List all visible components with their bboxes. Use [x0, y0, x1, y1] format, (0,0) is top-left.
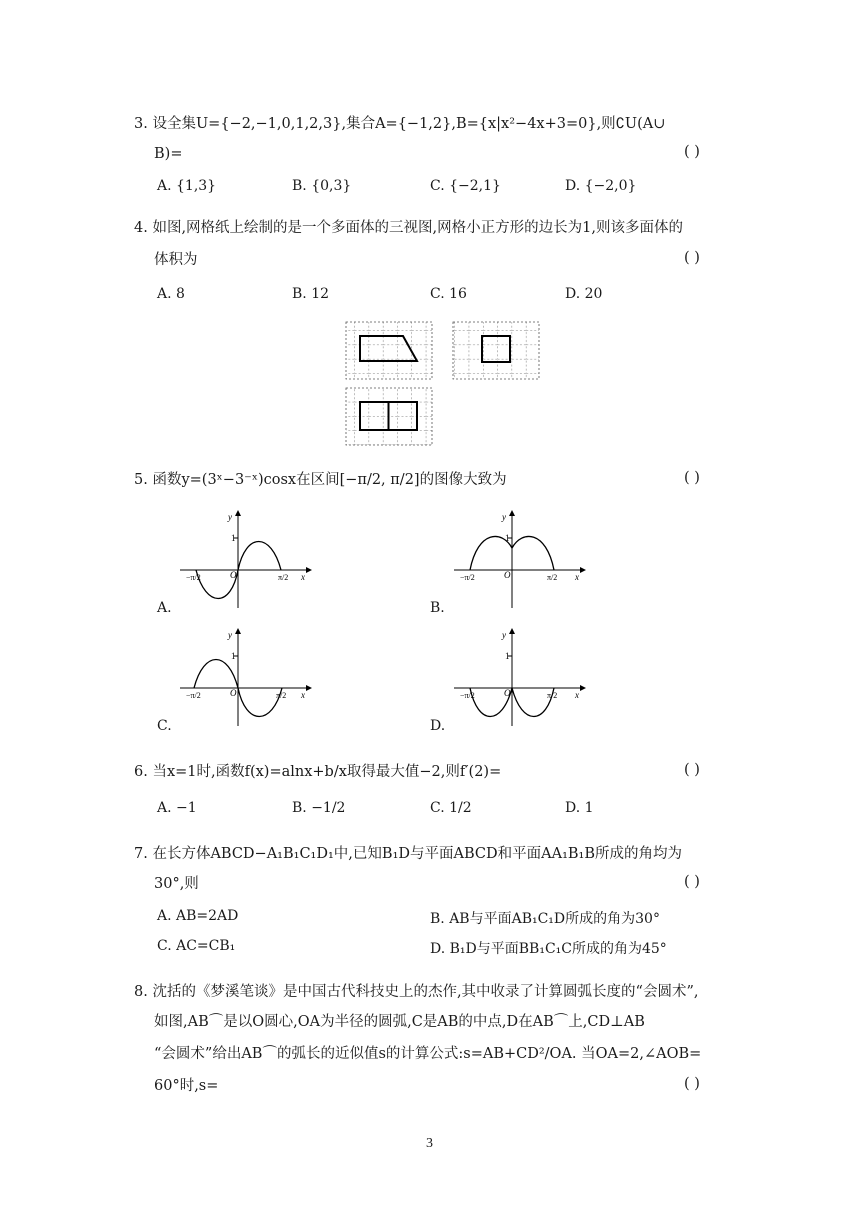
graph-c-label: C.: [157, 718, 172, 734]
q6-answer-paren: ( ): [684, 762, 700, 778]
graph-d-tick-left: −π/2: [460, 691, 475, 700]
q8-line2: 如图,AB⌒是以O圆心,OA为半径的圆弧,C是AB的中点,D在AB⌒上,CD⊥AB: [154, 1014, 645, 1030]
q4-option-b: B. 12: [292, 286, 330, 302]
page-number: 3: [426, 1136, 433, 1151]
q7-line1: 7. 在长方体ABCD−A₁B₁C₁D₁中,已知B₁D与平面ABCD和平面AA₁B₁B所成的角均为: [134, 846, 683, 862]
q7-option-a: A. AB=2AD: [157, 908, 239, 924]
q8-answer-paren: ( ): [684, 1076, 700, 1092]
graph-d-tick-right: π/2: [547, 691, 558, 700]
q3-answer-paren: ( ): [684, 144, 700, 160]
graph-d-label: D.: [430, 718, 446, 734]
q6-option-a: A. −1: [157, 800, 197, 816]
q7-option-d: D. B₁D与平面BB₁C₁C所成的角为45°: [430, 941, 667, 957]
q3-option-c: C. {−2,1}: [430, 178, 501, 194]
front-view: [346, 322, 432, 379]
three-view-figure: [340, 316, 545, 446]
graph-c-tick-right: π/2: [276, 691, 287, 700]
q7-line2: 30°,则: [154, 876, 199, 892]
q5-line1: 5. 函数y=(3ˣ−3⁻ˣ)cosx在区间[−π/2, π/2]的图像大致为: [134, 472, 507, 488]
graph-d: [450, 626, 590, 730]
graph-d-tick-one: 1: [505, 651, 510, 661]
q7-option-c: C. AC=CB₁: [157, 938, 236, 954]
graph-c-tick-left: −π/2: [186, 691, 201, 700]
graph-c: [176, 626, 316, 730]
q3-option-b: B. {0,3}: [292, 178, 352, 194]
q4-option-a: A. 8: [157, 286, 185, 302]
q4-option-c: C. 16: [430, 286, 467, 302]
graph-a-tick-right: π/2: [278, 573, 289, 582]
graph-b-origin: O: [504, 570, 511, 580]
graph-b-tick-left: −π/2: [460, 573, 475, 582]
graph-b-y-label: y: [502, 512, 506, 522]
q7-answer-paren: ( ): [684, 874, 700, 890]
q6-line1: 6. 当x=1时,函数f(x)=alnx+b/x取得最大值−2,则f′(2)=: [134, 764, 502, 780]
q3-option-d: D. {−2,0}: [565, 178, 637, 194]
q6-option-b: B. −1/2: [292, 800, 346, 816]
graph-a: [176, 508, 316, 612]
q4-answer-paren: ( ): [684, 250, 700, 266]
graph-a-tick-one: 1: [231, 533, 236, 543]
q6-option-c: C. 1/2: [430, 800, 472, 816]
graph-b-x-label: x: [575, 572, 579, 582]
q6-option-d: D. 1: [565, 800, 594, 816]
graph-d-y-label: y: [502, 630, 506, 640]
q5-answer-paren: ( ): [684, 470, 700, 486]
graph-c-tick-one: 1: [231, 651, 236, 661]
q8-line1: 8. 沈括的《梦溪笔谈》是中国古代科技史上的杰作,其中收录了计算圆弧长度的“会圆术”,: [134, 984, 699, 1000]
q8-line4: 60°时,s=: [154, 1078, 219, 1094]
graph-c-origin: O: [230, 688, 237, 698]
graph-a-y-label: y: [228, 512, 232, 522]
graph-d-x-label: x: [575, 690, 579, 700]
graph-c-x-label: x: [301, 690, 305, 700]
q4-line2: 体积为: [154, 252, 198, 268]
q3-line1: 3. 设全集U={−2,−1,0,1,2,3},集合A={−1,2},B={x|x²−4x+3=0},则∁U(A∪: [134, 116, 666, 132]
graph-a-label: A.: [157, 600, 172, 616]
graph-c-y-label: y: [228, 630, 232, 640]
q4-option-d: D. 20: [565, 286, 603, 302]
graph-b-tick-one: 1: [505, 533, 510, 543]
q8-line3: “会圆术”给出AB⌒的弧长的近似值s的计算公式:s=AB+CD²/OA. 当OA=2,∠AOB=: [154, 1046, 702, 1062]
graph-b-tick-right: π/2: [547, 573, 558, 582]
graph-b-label: B.: [430, 600, 445, 616]
graph-d-origin: O: [504, 688, 511, 698]
graph-b: [450, 508, 590, 612]
graph-a-x-label: x: [301, 572, 305, 582]
graph-a-tick-left: −π/2: [186, 573, 201, 582]
side-view: [453, 322, 539, 379]
q3-line2: B)=: [154, 146, 183, 162]
q7-option-b: B. AB与平面AB₁C₁D所成的角为30°: [430, 911, 660, 927]
graph-a-origin: O: [230, 570, 237, 580]
q3-option-a: A. {1,3}: [157, 178, 217, 194]
top-view: [346, 388, 432, 445]
q4-line1: 4. 如图,网格纸上绘制的是一个多面体的三视图,网格小正方形的边长为1,则该多面体的: [134, 220, 683, 236]
